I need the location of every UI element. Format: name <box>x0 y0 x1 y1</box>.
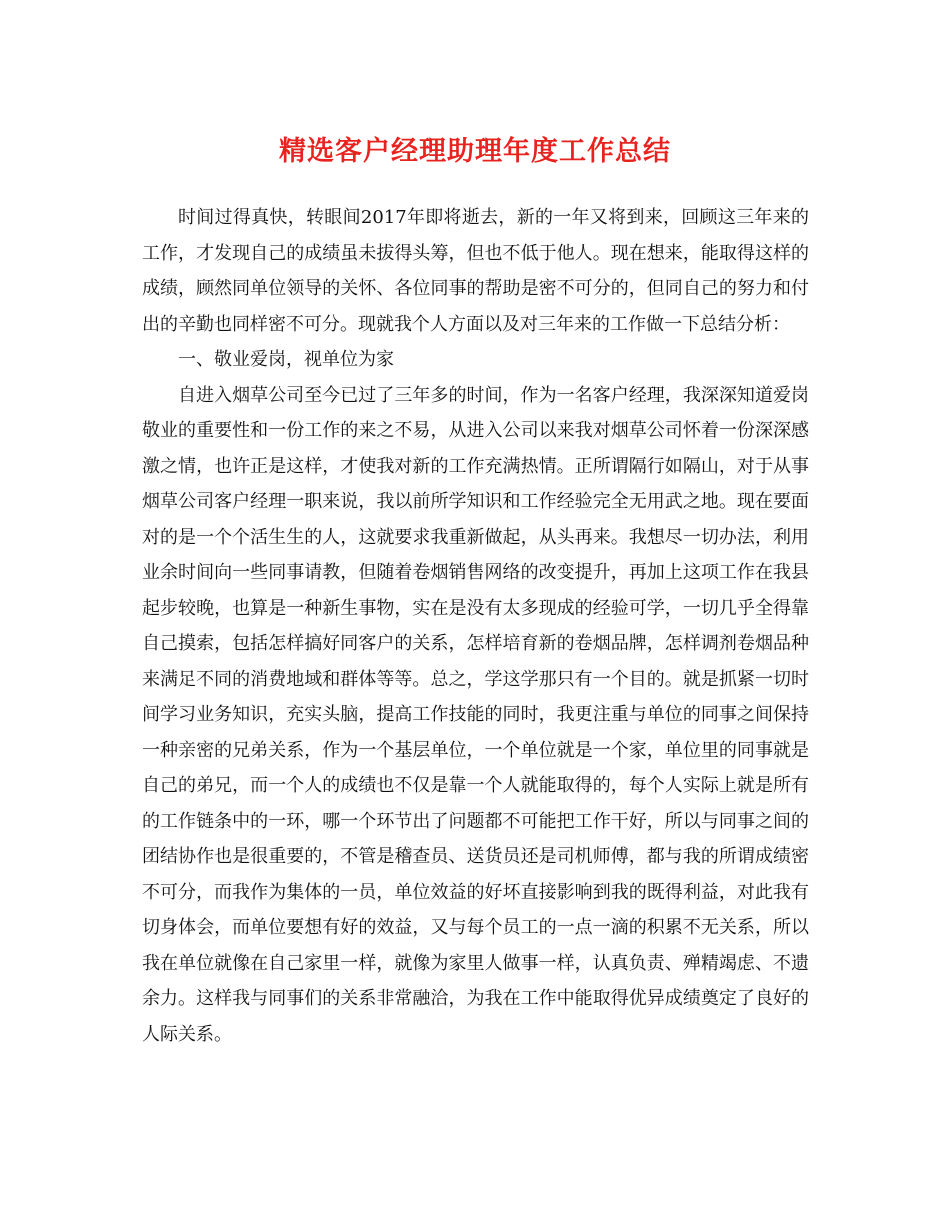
intro-paragraph: 时间过得真快，转眼间2017年即将逝去，新的一年又将到来，回顾这三年来的工作，才发现自己的成绩虽未拔得头筹，但也不低于他人。现在想来，能取得这样的成绩，顾然同单位领导的关怀、各位同事的帮助是密不可分的，但同自己的努力和付出的辛勤也同样密不可分。现就我个人方面以及对三年来的工作做一下总结分析： <box>142 207 809 335</box>
document-title: 精选客户经理助理年度工作总结 <box>279 136 671 167</box>
document-body <box>142 200 809 1052</box>
body-paragraph: 自进入烟草公司至今已过了三年多的时间，作为一名客户经理，我深深知道爱岗敬业的重要性和一份工作的来之不易，从进入公司以来我对烟草公司怀着一份深深感激之情，也许正是这样，才使我对新的工作充满热情。正所谓隔行如隔山，对于从事烟草公司客户经理一职来说，我以前所学知识和工作经验完全无用武之地。现在要面对的是一个个活生生的人，这就要求我重新做起，从头再来。我想尽一切办法，利用业余时间向一些同事请教，但随着卷烟销售网络的改变提升，再加上这项工作在我县起步较晚，也算是一种新生事物，实在是没有太多现成的经验可学，一切几乎全得靠自己摸索，包括怎样搞好同客户的关系，怎样培育新的卷烟品牌，怎样调剂卷烟品种来满足不同的消费地域和群体等等。总之，学这学那只有一个目的。就是抓紧一切时间学习业务知识，充实头脑，提高工作技能的同时，我更注重与单位的同事之间保持一种亲密的兄弟关系，作为一个基层单位，一个单位就是一个家，单位里的同事就是自己的弟兄，而一个人的成绩也不仅是靠一个人就能取得的，每个人实际上就是所有的工作链条中的一环，哪一个环节出了问题都不可能把工作干好，所以与同事之间的团结协作也是很重要的，不管是稽查员、送货员还是司机师傅，都与我的所谓成绩密不可分，而我作为集体的一员，单位效益的好坏直接影响到我的既得利益，对此我有切身体会，而单位要想有好的效益，又与每个员工的一点一滴的积累不无关系，所以我在单位就像在自己家里一样，就像为家里人做事一样，认真负责、殚精竭虑、不遗余力。这样我与同事们的关系非常融洽，为我在工作中能取得优异成绩奠定了良好的人际关系。 <box>142 384 809 1045</box>
section-heading: 一、敬业爱岗，视单位为家 <box>178 349 394 370</box>
